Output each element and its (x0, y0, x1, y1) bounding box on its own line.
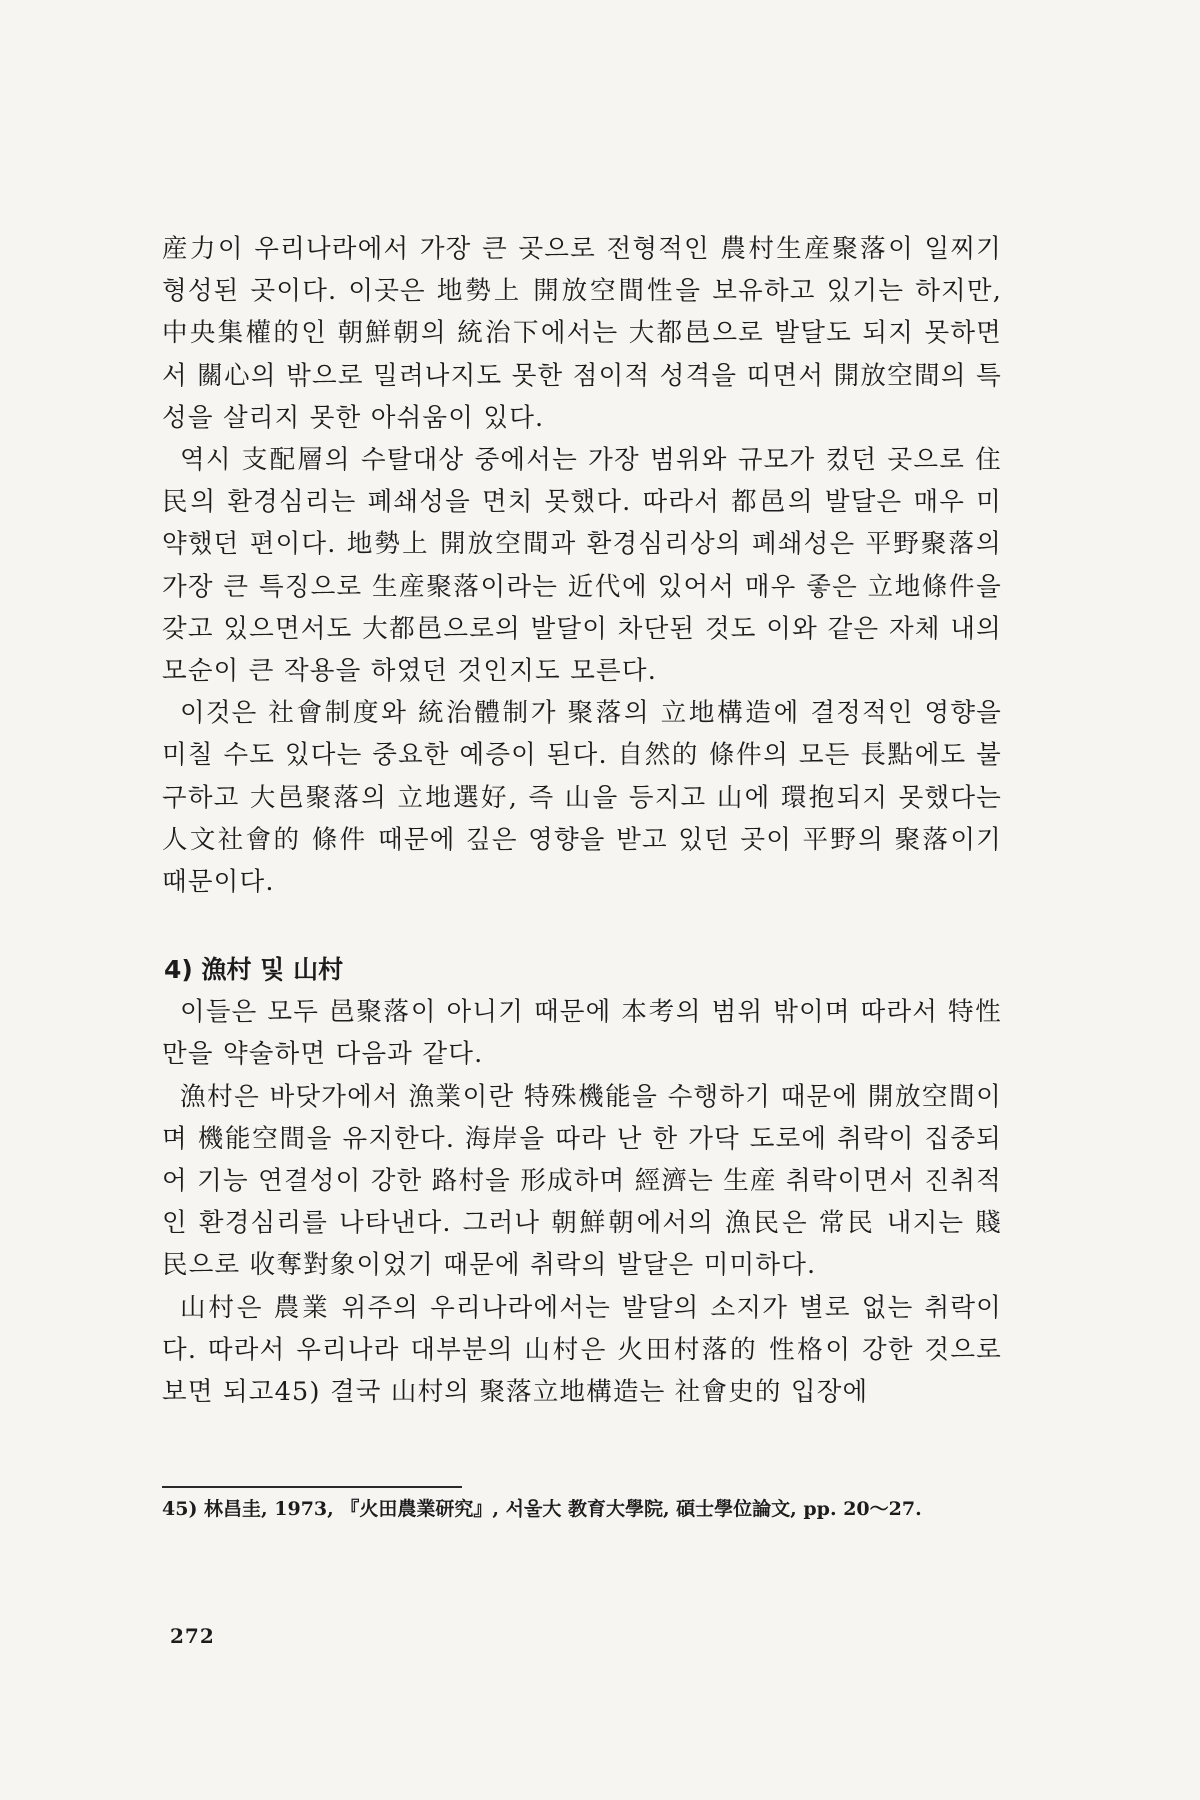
footnote-divider (162, 1486, 462, 1488)
paragraph-2: 역시 支配層의 수탈대상 중에서는 가장 범위와 규모가 컸던 곳으로 住民의 환경심리는 폐쇄성을 면치 못했다. 따라서 都邑의 발달은 매우 미약했던 편이다. 地勢上 開放空間과 환경심리상의 폐쇄성은 平野聚落의 가장 큰 특징으로 生産聚落이라는 近代에 있어서 매우 좋은 立地條件을 갖고 있으면서도 大都邑으로의 발달이 차단된 것도 이와 같은 자체 내의 모순이 큰 작용을 하였던 것인지도 모른다. (162, 445, 1002, 687)
paragraph-1: 産力이 우리나라에서 가장 큰 곳으로 전형적인 農村生産聚落이 일찌기 형성된 곳이다. 이곳은 地勢上 開放空間性을 보유하고 있기는 하지만, 中央集權的인 朝鮮朝의 統治下에서는 大都邑으로 발달도 되지 못하면서 關心의 밖으로 밀려나지도 못한 점이적 성격을 띠면서 開放空間의 특성을 살리지 못한 아쉬움이 있다. (162, 234, 1002, 433)
body-text (162, 228, 1002, 1413)
paragraph-3: 이것은 社會制度와 統治體制가 聚落의 立地構造에 결정적인 영향을 미칠 수도 있다는 중요한 예증이 된다. 自然的 條件의 모든 長點에도 불구하고 大邑聚落의 立地選好, 즉 山을 등지고 山에 環抱되지 못했다는 人文社會的 條件 때문에 깊은 영향을 받고 있던 곳이 平野의 聚落이기 때문이다. (162, 698, 1002, 898)
footnote: 45) 林昌圭, 1973, 『火田農業研究』, 서울大 教育大學院, 碩士學位論文, pp. 20～27. (162, 1498, 922, 1520)
page-number: 272 (170, 1624, 215, 1648)
section-heading: 4) 漁村 및 山村 (164, 955, 344, 985)
paragraph-5: 漁村은 바닷가에서 漁業이란 特殊機能을 수행하기 때문에 開放空間이며 機能空間을 유지한다. 海岸을 따라 난 한 가닥 도로에 취락이 집중되어 기능 연결성이 강한 路村을 形成하며 經濟는 生産 취락이면서 진취적인 환경심리를 나타낸다. 그러나 朝鮮朝에서의 漁民은 常民 내지는 賤民으로 收奪對象이었기 때문에 취락의 발달은 미미하다. (162, 1081, 1002, 1281)
paragraph-4: 이들은 모두 邑聚落이 아니기 때문에 本考의 범위 밖이며 따라서 特性만을 약술하면 다음과 같다. (162, 997, 1002, 1070)
paragraph-6: 山村은 農業 위주의 우리나라에서는 발달의 소지가 별로 없는 취락이다. 따라서 우리나라 대부분의 山村은 火田村落的 性格이 강한 것으로 보면 되고45) 결국 山村의 聚落立地構造는 社會史的 입장에 (162, 1292, 1002, 1408)
